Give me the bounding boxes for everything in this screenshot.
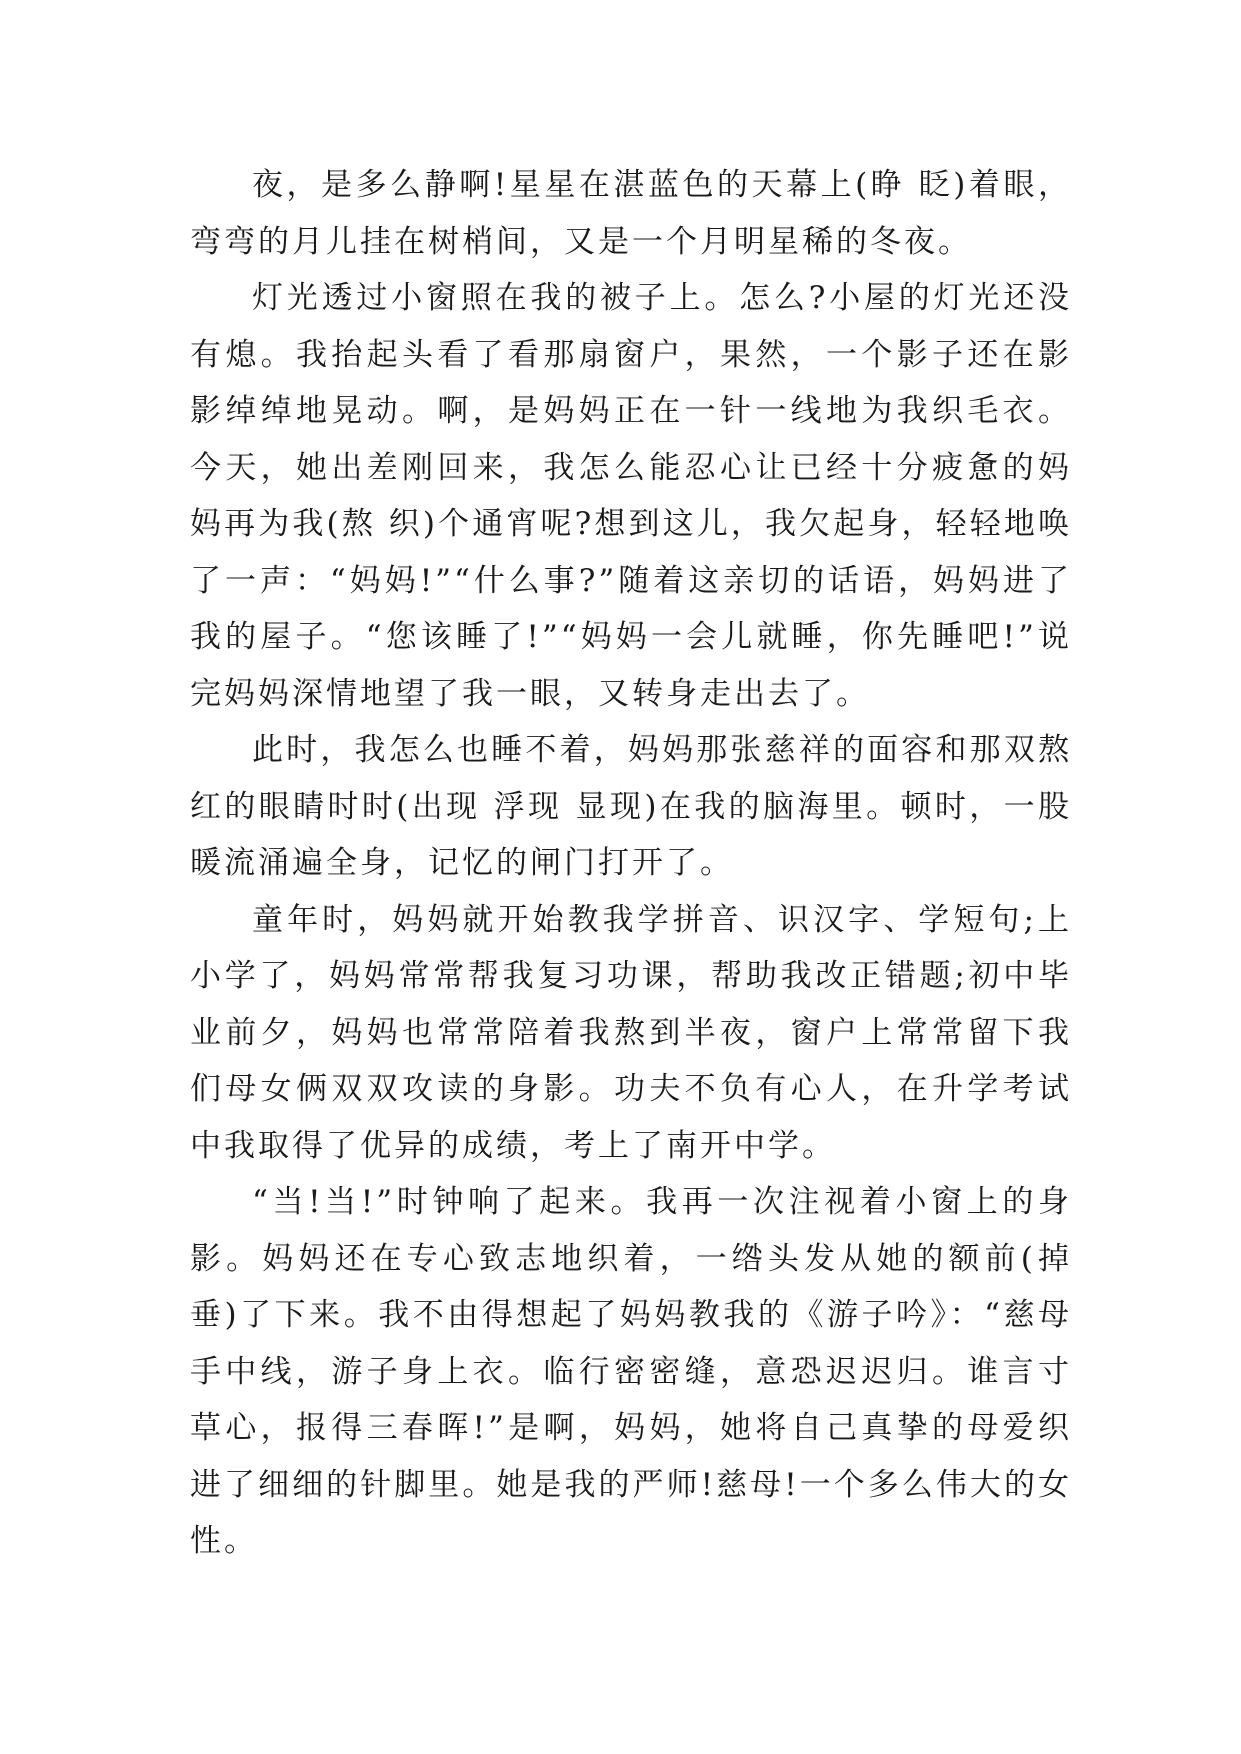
paragraph-childhood: 童年时，妈妈就开始教我学拼音、识汉字、学短句;上小学了，妈妈常常帮我复习功课，帮助我改正错题;初中毕业前夕，妈妈也常常陪着我熬到半夜，窗户上常常留下我们母女俩双双攻读的身影。功夫不负有心人，在升学考试中我取得了优异的成绩，考上了南开中学。 xyxy=(190,901,1072,1164)
paragraph-lamp-light: 灯光透过小窗照在我的被子上。怎么?小屋的灯光还没有熄。我抬起头看了看那扇窗户，果然，一个影子还在影影绰绰地晃动。啊，是妈妈正在一针一线地为我织毛衣。今天，她出差刚回来，我怎么能忍心让已经十分疲惫的妈妈再为我(熬 织)个通宵呢?想到这儿，我欠起身，轻轻地唤了一声：“妈妈!”“什么事?”随着这亲切的话语，妈妈进了我的屋子。“您该睡了!”“妈妈一会儿就睡，你先睡吧!”说完妈妈深情地望了我一眼，又转身走出去了。 xyxy=(190,280,1072,712)
paragraph-night-sky: 夜，是多么静啊!星星在湛蓝色的天幕上(睁 眨)着眼，弯弯的月儿挂在树梢间，又是一个月明星稀的冬夜。 xyxy=(190,167,1072,260)
paragraph-memory: 此时，我怎么也睡不着，妈妈那张慈祥的面容和那双熬红的眼睛时时(出现 浮现 显现)在我的脑海里。顿时，一股暖流涌遍全身，记忆的闸门打开了。 xyxy=(190,732,1072,881)
essay-body xyxy=(190,157,1072,1570)
paragraph-clock-poem: “当!当!”时钟响了起来。我再一次注视着小窗上的身影。妈妈还在专心致志地织着，一绺头发从她的额前(掉 垂)了下来。我不由得想起了妈妈教我的《游子吟》：“慈母手中线，游子身上衣。临行密密缝，意恐迟迟归。谁言寸草心，报得三春晖!”是啊，妈妈，她将自己真挚的母爱织进了细细的针脚里。她是我的严师!慈母!一个多么伟大的女性。 xyxy=(190,1184,1072,1559)
